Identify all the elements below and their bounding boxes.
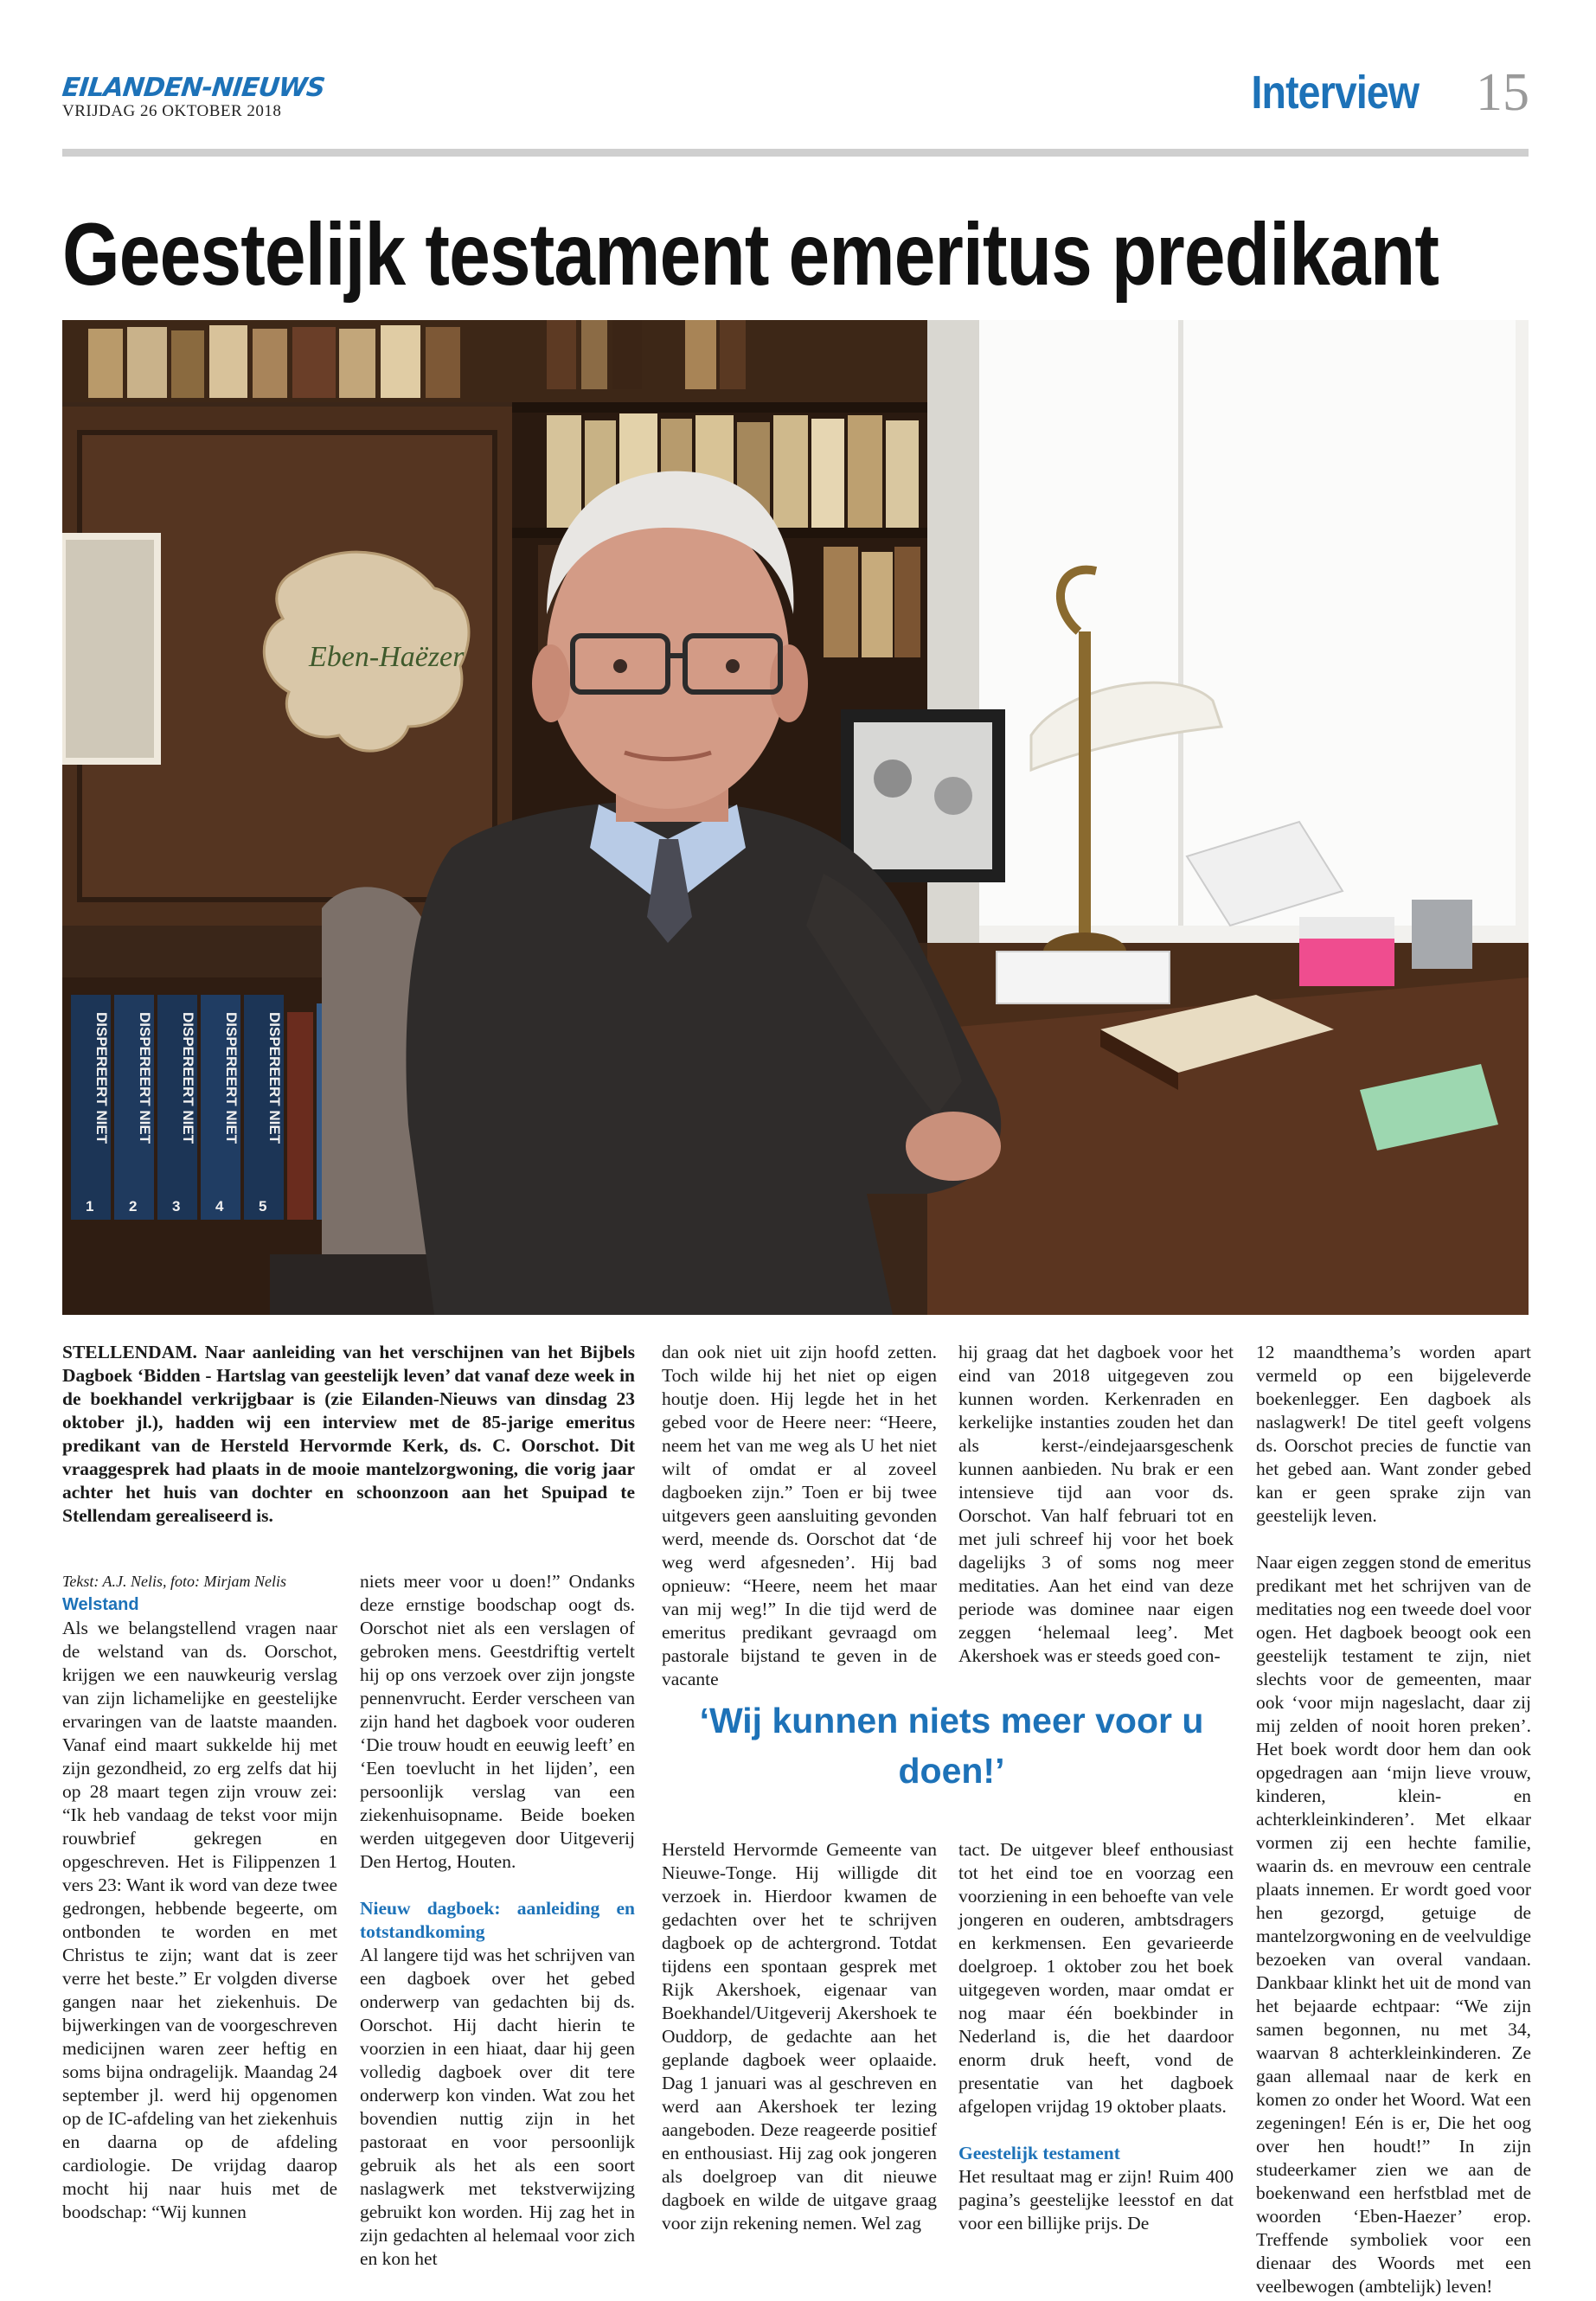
column-4-top bbox=[958, 1341, 1234, 1668]
page-number: 15 bbox=[1476, 63, 1529, 122]
article-headline: Geestelijk testament emeritus predikant bbox=[62, 205, 1439, 304]
col4-top: hij graag dat het dagboek voor het eind van 2018 uitgegeven zou kunnen worden. Kerkenraden en kerkelijke instanties zouden het dan als kerst-/eindejaarsgeschenk kunnen aanbieden. Nu brak er een intensieve tijd aan voor ds. Oorschot. Van half februari tot en met juli schreef hij voor het boek dagelijks 3 of soms nog meer meditaties. Aan het eind van deze periode was dominee naar eigen zeggen ‘helemaal leeg’. Met Akershoek was er steeds goed con- bbox=[958, 1342, 1234, 1666]
book-spine-3: DISPEREERT NIET bbox=[180, 1012, 196, 1144]
column-3-bottom bbox=[662, 1838, 937, 2235]
subhead-geestelijk-testament: Geestelijk testament bbox=[958, 2143, 1120, 2163]
newspaper-logo: EILANDEN-NIEUWS bbox=[61, 73, 326, 103]
col4-end: Het resultaat mag er zijn! Ruim 400 pagina’s geestelijke leesstof en dat voor een billijke prijs. De bbox=[958, 2166, 1234, 2234]
leaf-text: Eben-Haëzer bbox=[309, 641, 465, 673]
section-title: Interview bbox=[1251, 67, 1419, 119]
col2-top: niets meer voor u doen!” Ondanks deze ernstige boodschap oogt ds. Oorschot niet als een verslagen of gebroken mens. Geestdriftig vertelt hij op ons verzoek over zijn jongste pennenvrucht. Eerder verscheen van zijn hand het dagboek voor ouderen ‘Die trouw houdt en eeuwig leeft’ en ‘Een toevlucht in het lijden’, een persoonlijk verslag van een ziekenhuisopname. Beide boeken werden uitgegeven door Uitgeverij Den Hertog, Houten. bbox=[360, 1571, 635, 1872]
photo-credit: Tekst: A.J. Nelis, foto: Mirjam Nelis bbox=[62, 1573, 286, 1590]
col1-body: Als we belangstellend vragen naar de welstand van ds. Oorschot, krijgen we een nauwkeurig verslag van zijn lichamelijke en geestelijke ervaringen van de laatste maanden. Vanaf eind maart sukkelde hij met zijn gezondheid, zo erg zelfs dat hij op 28 maart tegen zijn vrouw zei: “Ik heb vandaag de tekst voor mijn rouwbrief gekregen en opgeschreven. Het is Filippenzen 1 vers 23: Want ik word van deze twee gedrongen, hebbende begeerte, om ontbonden te worden en met Christus te zijn; want dat is zeer verre het beste.” Er volgden diverse gangen naar het ziekenhuis. De bijwerkingen van de voorgeschreven medicijnen waren zeer heftig en soms bijna ondragelijk. Maandag 24 september jl. werd hij opgenomen op de IC-afdeling van het ziekenhuis en daarna op de afdeling cardiologie. De vrijdag daarop mocht hij naar huis met de boodschap: “Wij kunnen bbox=[62, 1618, 337, 2222]
book-number-4: 4 bbox=[215, 1198, 224, 1215]
col4-bottom: tact. De uitgever bleef enthousiast tot het eind toe en voorzag een voorziening in een behoefte van vele jongeren en ouderen, ambtsdragers en kerkmensen. Een gevarieerde doelgroep. 1 oktober zou het boek uitgegeven worden, maar omdat er nog maar één boekbinder in Nederland is, die het daardoor enorm druk heeft, vond de presentatie van het dagboek afgelopen vrijdag 19 oktober plaats. bbox=[958, 1839, 1234, 2117]
pull-quote: ‘Wij kunnen niets meer voor u doen!’ bbox=[699, 1701, 1204, 1791]
dateline: VRIJDAG 26 OKTOBER 2018 bbox=[62, 102, 282, 120]
book-spine-1: DISPEREERT NIET bbox=[93, 1012, 110, 1144]
article-photo bbox=[62, 320, 1529, 1315]
header-rule bbox=[62, 149, 1529, 157]
book-number-3: 3 bbox=[172, 1198, 181, 1215]
column-3-top bbox=[662, 1341, 937, 1691]
col2-bottom: Al langere tijd was het schrijven van een dagboek over het gebed onderwerp van gedachten bij ds. Oorschot. Hij dacht hierin te voorzien in een hiaat, daar hij geen volledig dagboek over dit tere onderwerp kon vinden. Wat zou het bovendien nuttig zijn in het pastoraat en voor persoonlijk gebruik als het als een soort naslagwerk met tekstverwijzing gebruikt kon worden. Hij zag het in zijn gedachten al helemaal voor zich en kon het bbox=[360, 1945, 635, 2269]
subhead-nieuw-dagboek: Nieuw dagboek: aanleiding en totstandkoming bbox=[360, 1898, 635, 1942]
col5-p2: Naar eigen zeggen stond de emeritus predikant met het schrijven van de meditaties nog een tweede doel voor ogen. Het dagboek beoogt ook een geestelijk testament te zijn, niet slechts voor de gemeenten, maar ook ‘voor mijn nageslacht, daar zij mij zelden of nooit horen preken’. Het boek wordt door hem dan ook opgedragen aan ‘mijn lieve vrouw, kinderen, klein- en achterkleinkinderen’. Met elkaar vormen zij een hechte familie, waarin ds. en mevrouw een centrale plaats innemen. Er wordt goed voor hen gezorgd, getuige de mantelzorgwoning en de veelvuldige bezoeken van overal vandaan. Dankbaar klinkt het uit de mond van het bejaarde echtpaar: “We zijn samen begonnen, nu met 34, waarvan 8 achterkleinkinderen. Ze gaan allemaal naar de kerk en komen zo onder het Woord. Wat een zegeningen! Eén is er, Die het oog over hen houdt!” In zijn studeerkamer zien we aan de boekenwand een herfstblad met de woorden ‘Eben-Haezer’ erop. Treffende symboliek voor een dienaar des Woords met een veelbewogen (ambtelijk) leven! bbox=[1256, 1552, 1531, 2297]
book-number-5: 5 bbox=[259, 1198, 267, 1215]
column-1 bbox=[62, 1570, 337, 2224]
column-4-bottom bbox=[958, 1838, 1234, 2235]
column-5 bbox=[1256, 1341, 1531, 2298]
article-lead: STELLENDAM. Naar aanleiding van het verschijnen van het Bijbels Dagboek ‘Bidden - Hartslag van geestelijk leven’ dat vanaf deze week in de boekhandel verkrijgbaar is (zie Eilanden-Nieuws van dinsdag 23 oktober jl.), hadden wij een interview met de 85-jarige emeritus predikant van de Hersteld Hervormde Kerk, ds. C. Oorschot. Dit vraaggesprek had plaats in de mooie mantelzorgwoning, die vorig jaar achter het huis van dochter en schoonzoon aan het Spuipad te Stellendam gerealiseerd is. bbox=[62, 1342, 635, 1526]
book-spine-4: DISPEREERT NIET bbox=[223, 1012, 240, 1144]
column-2 bbox=[360, 1570, 635, 2271]
col3-bottom: Hersteld Hervormde Gemeente van Nieuwe-Tonge. Hij willigde dit verzoek in. Hierdoor kwamen de gedachten over het te schrijven dagboek op de achtergrond. Totdat tijdens een spontaan gesprek met Rijk Akershoek, eigenaar van Boekhandel/Uitgeverij Akershoek te Ouddorp, de gedachte aan het geplande dagboek weer oplaaide. Dag 1 januari was al geschreven en werd aan Akershoek ter lezing aangeboden. Deze reageerde positief en enthousiast. Hij zag ook jongeren als doelgroep van dit nieuwe dagboek en wilde de uitgave graag voor zijn rekening nemen. Wel zag bbox=[662, 1839, 937, 2234]
col5-p1: 12 maandthema’s worden apart vermeld op een bijgeleverde boekenlegger. Een dagboek als naslagwerk! De titel geeft volgens ds. Oorschot precies de functie van het gebed aan. Want zonder gebed kan er geen sprake zijn van geestelijk leven. bbox=[1256, 1342, 1531, 1526]
book-spine-2: DISPEREERT NIET bbox=[137, 1012, 153, 1144]
book-number-2: 2 bbox=[129, 1198, 138, 1215]
subhead-welstand: Welstand bbox=[62, 1595, 139, 1614]
col3-top: dan ook niet uit zijn hoofd zetten. Toch wilde hij het niet op eigen houtje doen. Hij legde het in het gebed voor de Heere neer: “Heere, neem het van me weg als U het niet wilt of omdat er al zoveel dagboeken zijn.” Toen er bij twee uitgevers geen aansluiting gevonden werd, meende ds. Oorschot dat ‘de weg werd afgesneden’. Hij bad opnieuw: “Heere, neem het maar van mij weg!” In die tijd werd de emeritus predikant gevraagd om pastorale bijstand te geven in de vacante bbox=[662, 1342, 937, 1689]
book-number-1: 1 bbox=[86, 1198, 94, 1215]
book-spine-5: DISPEREERT NIET bbox=[266, 1012, 283, 1144]
